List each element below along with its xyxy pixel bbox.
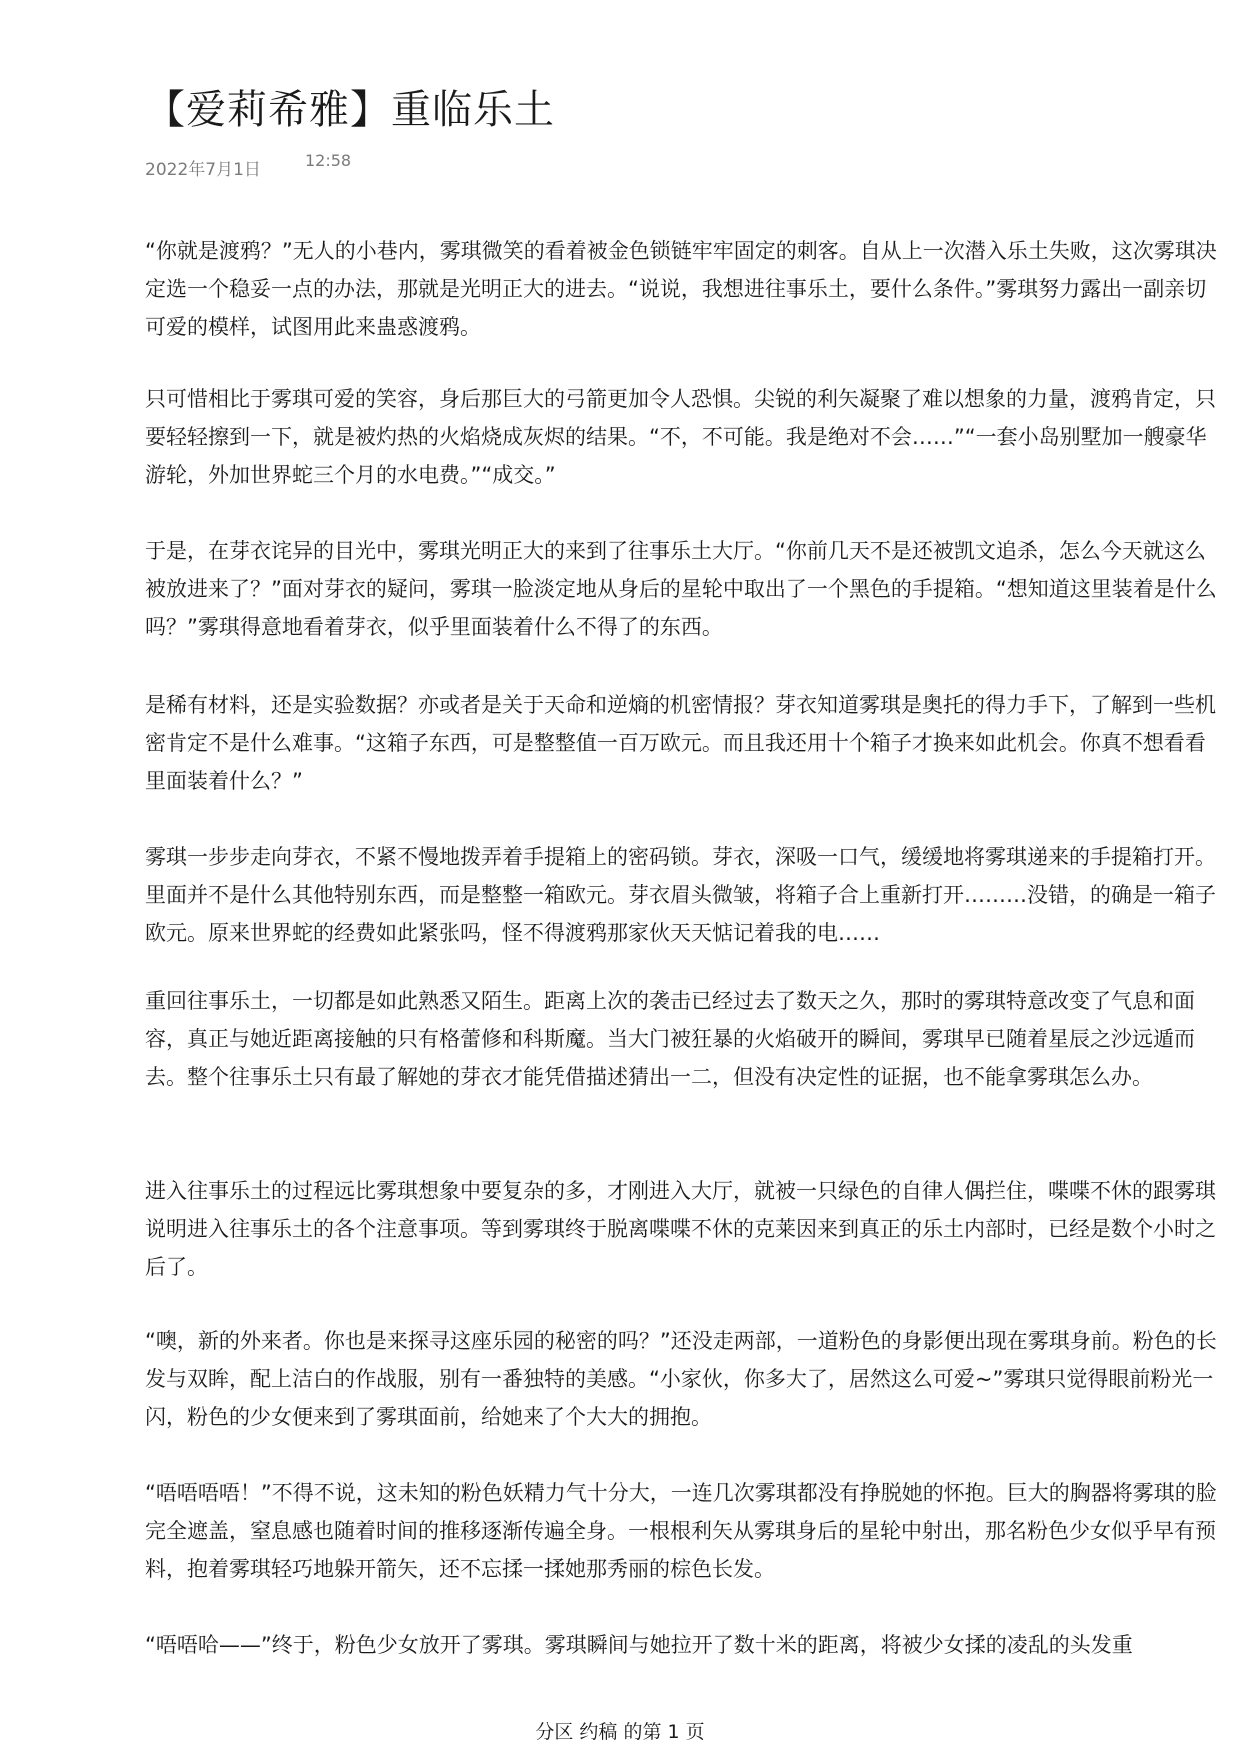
post-time: 12:58	[305, 151, 352, 170]
paragraph: 只可惜相比于雾琪可爱的笑容，身后那巨大的弓箭更加令人恐惧。尖锐的利矢凝聚了难以想象的力量，渡鸦肯定，只要轻轻擦到一下，就是被灼热的火焰烧成灰烬的结果。“不，不可能。我是绝对不会……”“一套小岛别墅加一艘豪华游轮，外加世界蛇三个月的水电费。”“成交。”	[145, 387, 1216, 487]
page-title: 【爱莉希雅】重临乐土	[145, 87, 555, 133]
paragraph: 重回往事乐土，一切都是如此熟悉又陌生。距离上次的袭击已经过去了数天之久，那时的雾琪特意改变了气息和面容，真正与她近距离接触的只有格蕾修和科斯魔。当大门被狂暴的火焰破开的瞬间，雾琪早已随着星辰之沙远遁而去。整个往事乐土只有最了解她的芽衣才能凭借描述猜出一二，但没有决定性的证据，也不能拿雾琪怎么办。	[145, 989, 1195, 1089]
paragraph: “唔唔唔唔！”不得不说，这未知的粉色妖精力气十分大，一连几次雾琪都没有挣脱她的怀抱。巨大的胸器将雾琪的脸完全遮盖，窒息感也随着时间的推移逐渐传遍全身。一根根利矢从雾琪身后的星轮中射出，那名粉色少女似乎早有预料，抱着雾琪轻巧地躲开箭矢，还不忘揉一揉她那秀丽的棕色长发。	[145, 1481, 1217, 1581]
paragraph: 于是，在芽衣诧异的目光中，雾琪光明正大的来到了往事乐土大厅。“你前几天不是还被凯文追杀，怎么今天就这么被放进来了？”面对芽衣的疑问，雾琪一脸淡定地从身后的星轮中取出了一个黑色的手提箱。“想知道这里装着是什么吗？”雾琪得意地看着芽衣，似乎里面装着什么不得了的东西。	[145, 539, 1217, 639]
paragraph: “唔唔哈——”终于，粉色少女放开了雾琪。雾琪瞬间与她拉开了数十米的距离，将被少女揉的凌乱的头发重	[145, 1633, 1133, 1657]
paragraph: 是稀有材料，还是实验数据？亦或者是关于天命和逆熵的机密情报？芽衣知道雾琪是奥托的得力手下，了解到一些机密肯定不是什么难事。“这箱子东西，可是整整值一百万欧元。而且我还用十个箱子才换来如此机会。你真不想看看里面装着什么？”	[145, 693, 1216, 793]
post-date: 2022年7月1日	[145, 160, 261, 180]
paragraph: 雾琪一步步走向芽衣，不紧不慢地拨弄着手提箱上的密码锁。芽衣，深吸一口气，缓缓地将雾琪递来的手提箱打开。里面并不是什么其他特别东西，而是整整一箱欧元。芽衣眉头微皱，将箱子合上重新打开………没错，的确是一箱子欧元。原来世界蛇的经费如此紧张吗，怪不得渡鸦那家伙天天惦记着我的电……	[145, 845, 1216, 945]
paragraph: “你就是渡鸦？”无人的小巷内，雾琪微笑的看着被金色锁链牢牢固定的刺客。自从上一次潜入乐土失败，这次雾琪决定选一个稳妥一点的办法，那就是光明正大的进去。“说说，我想进往事乐土，要什么条件。”雾琪努力露出一副亲切可爱的模样，试图用此来蛊惑渡鸦。	[145, 239, 1217, 339]
paragraph: “噢，新的外来者。你也是来探寻这座乐园的秘密的吗？”还没走两部，一道粉色的身影便出现在雾琪身前。粉色的长发与双眸，配上洁白的作战服，别有一番独特的美感。“小家伙，你多大了，居然这么可爱~”雾琪只觉得眼前粉光一闪，粉色的少女便来到了雾琪面前，给她来了个大大的拥抱。	[145, 1329, 1217, 1429]
page-footer: 分区 约稿 的第 1 页	[535, 1721, 705, 1743]
paragraph: 进入往事乐土的过程远比雾琪想象中要复杂的多，才刚进入大厅，就被一只绿色的自律人偶拦住，喋喋不休的跟雾琪说明进入往事乐土的各个注意事项。等到雾琪终于脱离喋喋不休的克莱因来到真正的乐土内部时，已经是数个小时之后了。	[145, 1179, 1216, 1279]
